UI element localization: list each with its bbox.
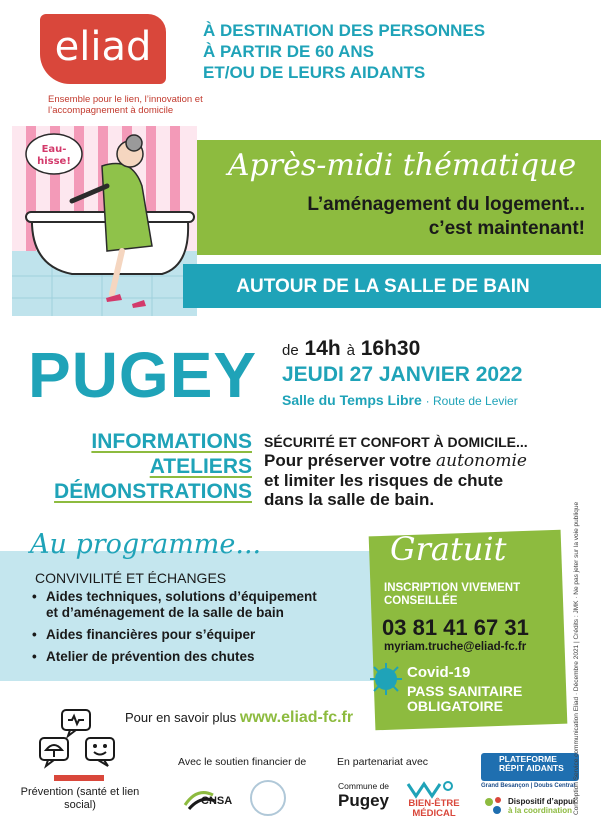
dispositif-line-2: à la coordination xyxy=(508,806,573,815)
list-item: • Aides financières pour s’équiper xyxy=(32,627,322,643)
banner-subtitle: AUTOUR DE LA SALLE DE BAIN xyxy=(236,276,530,297)
soutien-label: Avec le soutien financier de xyxy=(178,756,307,768)
event-date: JEUDI 27 JANVIER 2022 xyxy=(282,363,523,386)
time-to-word: à xyxy=(346,342,355,359)
speech-bubble xyxy=(26,134,82,174)
plateforme-name: PLATEFORME RÉPIT AIDANTS xyxy=(499,754,564,773)
dispositif-logo-icon xyxy=(481,794,505,818)
place-name: Salle du Temps Libre xyxy=(282,392,422,408)
gratuit-title: Gratuit xyxy=(390,530,507,568)
target-line-1: À DESTINATION DES PERSONNES xyxy=(203,21,486,40)
cnsa-logo: CNSA xyxy=(201,795,233,807)
banner-line-2: c’est maintenant! xyxy=(428,218,585,239)
bubble-text-2: hisse! xyxy=(37,156,71,167)
target-audience xyxy=(203,20,563,83)
logo-wordmark: eliad xyxy=(54,24,152,70)
security-line-3: dans la salle de bain. xyxy=(264,490,435,509)
prevention-bar xyxy=(54,775,104,781)
virus-icon xyxy=(368,661,404,697)
covid-label: Covid-19 xyxy=(407,664,471,681)
commune-label: Commune de xyxy=(338,781,390,791)
prevention-icons xyxy=(38,708,118,770)
info-item: DÉMONSTRATIONS xyxy=(54,480,252,503)
phone-number[interactable]: 03 81 41 67 31 xyxy=(382,615,529,640)
security-line-2: et limiter les risques de chute xyxy=(264,471,504,490)
security-line-1: Pour préserver votre xyxy=(264,451,432,470)
banner-tagline xyxy=(197,193,585,241)
place-address: · Route de Levier xyxy=(425,394,518,408)
eliad-logo xyxy=(40,14,166,84)
programme-title: Au programme... xyxy=(30,529,262,560)
partner-label: En partenariat avec xyxy=(337,756,429,768)
website-link[interactable]: www.eliad-fc.fr xyxy=(239,709,354,726)
programme-intro: CONVIVILITÉ ET ÉCHANGES xyxy=(35,570,227,586)
departement-logo-icon xyxy=(250,780,286,816)
info-list xyxy=(20,429,252,504)
pass-sanitaire: PASS SANITAIRE OBLIGATOIRE xyxy=(407,683,523,714)
security-heading: SÉCURITÉ ET CONFORT À DOMICILE... xyxy=(264,434,528,450)
logo-tagline: Ensemble pour le lien, l’innovation et l’accompagnement à domicile xyxy=(48,94,203,116)
banner-title: Après-midi thématique xyxy=(227,148,577,183)
target-line-3: ET/OU DE LEURS AIDANTS xyxy=(203,63,426,82)
time-from-word: de xyxy=(282,342,299,359)
list-item: • Atelier de prévention des chutes xyxy=(32,649,322,665)
programme-list xyxy=(32,589,322,671)
security-autonomie: autonomie xyxy=(435,451,527,471)
credit-text: Conception Service communication Eliad · Décembre 2021 | Crédits : JMK · Ne pas jeter sur la voie publique xyxy=(573,501,580,815)
banner-line-1: L’aménagement du logement... xyxy=(307,194,585,215)
prevention-label: Prévention (santé et lien social) xyxy=(20,786,140,811)
plateforme-sub: Grand Besançon | Doubs Central xyxy=(481,783,576,789)
target-line-2: À PARTIR DE 60 ANS xyxy=(203,42,374,61)
bubble-text-1: Eau- xyxy=(41,144,67,155)
bien-etre-logo: BIEN-ÊTRE MÉDICAL xyxy=(408,798,460,819)
time-end: 16h30 xyxy=(360,337,421,360)
security-body xyxy=(264,451,594,509)
event-place xyxy=(282,392,518,408)
bathtub-illustration xyxy=(12,126,197,316)
commune-logo: Pugey xyxy=(338,791,390,810)
event-time xyxy=(282,337,420,361)
info-item: INFORMATIONS xyxy=(91,430,252,453)
inscription-note: INSCRIPTION VIVEMENT CONSEILLÉE xyxy=(384,582,521,607)
more-label: Pour en savoir plus xyxy=(125,710,237,725)
dispositif-line-1: Dispositif d’appui xyxy=(508,797,576,806)
event-city: PUGEY xyxy=(28,339,258,411)
more-info xyxy=(125,709,353,727)
info-item: ATELIERS xyxy=(149,455,252,478)
list-item: • Aides techniques, solutions d’équipement et d’aménagement de la salle de bain xyxy=(32,589,322,621)
email-link[interactable]: myriam.truche@eliad-fc.fr xyxy=(384,641,527,653)
time-start: 14h xyxy=(304,337,341,360)
